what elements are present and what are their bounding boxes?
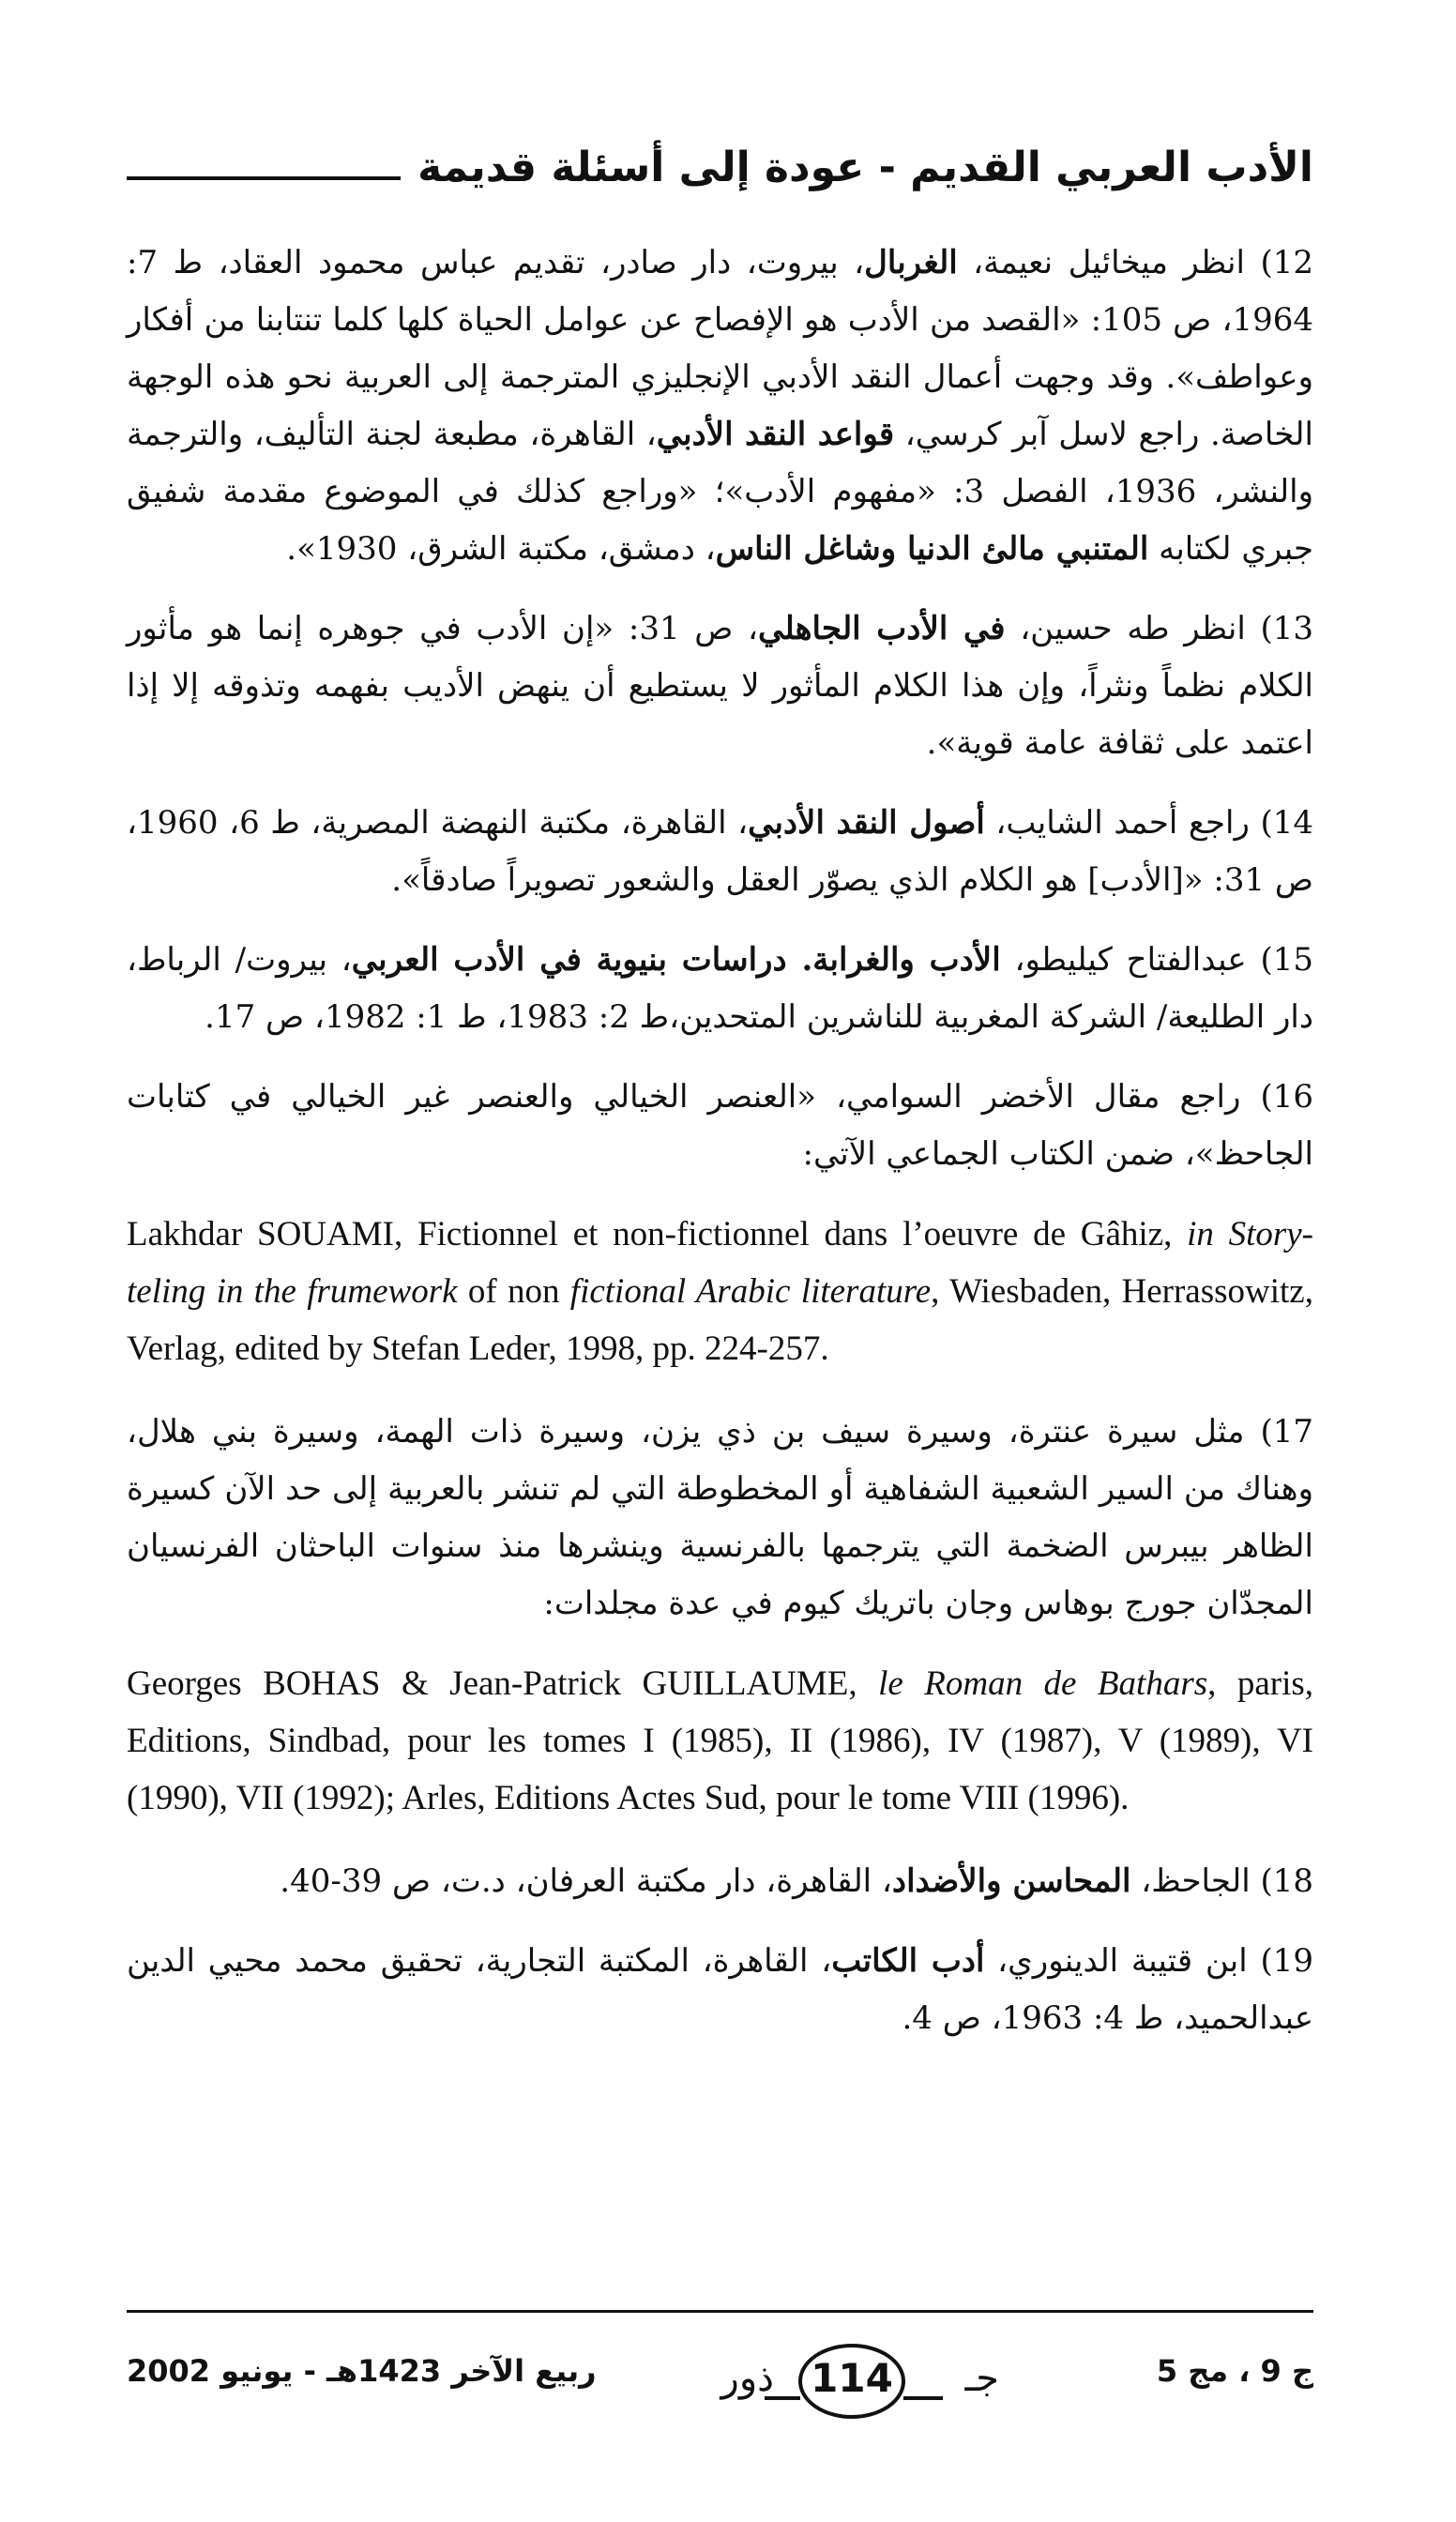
page-footer xyxy=(127,2336,1313,2439)
footnote-text: 18) الجاحظ، xyxy=(1130,1862,1313,1900)
running-header xyxy=(127,113,1313,197)
journal-logo xyxy=(633,2336,1027,2430)
footnote-text: 15) عبدالفتاح كيليطو، xyxy=(1000,941,1313,979)
italic-title: in Story-teling in the frumework xyxy=(127,1215,1314,1311)
book-title: الغربال xyxy=(864,244,958,281)
footnote-text: ، بيروت، دار صادر، تقديم عباس محمود العقاد، ط 7: 1964، ص 105: «القصد من الأدب هو الإفصاح عن عوامل الحياة كلها كلما تنتابنا من أفكار وعواطف». وقد وجهت أعمال النقد الأدبي الإنجليزي المترجمة إلى العربية نحو هذه الوجهة الخاصة. راجع لاسل آبر كرسي، xyxy=(127,244,1313,453)
book-title: المتنبي مالئ الدنيا وشاغل الناس xyxy=(715,530,1149,568)
citation-text: of non xyxy=(457,1272,570,1311)
footnote-14 xyxy=(127,795,1313,909)
footnotes-group-a xyxy=(127,235,1313,1183)
footnotes-group-c xyxy=(127,1853,1313,2047)
footnote-13 xyxy=(127,600,1313,772)
book-title: الأدب والغرابة. دراسات بنيوية في الأدب العربي xyxy=(351,941,1001,979)
footnote-19 xyxy=(127,1933,1313,2047)
book-title: قواعد النقد الأدبي xyxy=(656,416,895,453)
book-title: المحاسن والأضداد xyxy=(891,1862,1131,1900)
footnote-text: 19) ابن قتيبة الدينوري، xyxy=(984,1942,1313,1980)
footnote-text: 13) انظر طه حسين، xyxy=(1005,610,1314,647)
journal-name-left: ذور xyxy=(720,2357,774,2400)
latin-citation-16 xyxy=(127,1206,1313,1377)
footnote-16 xyxy=(127,1069,1313,1183)
footnote-text: ، القاهرة، مطبعة لجنة التأليف، والترجمة والنشر، 1936، الفصل 3: «مفهوم الأدب»؛ «وراجع كذلك في الموضوع مقدمة شفيق جبري لكتابه xyxy=(127,416,1313,568)
footer-date: ربيع الآخر 1423هـ - يونيو 2002 xyxy=(127,2353,597,2389)
citation-text: , Wiesbaden, Herrassowitz, Verlag, edited by Stefan Leder, 1998, pp. 224-257. xyxy=(127,1272,1313,1368)
footnote-15 xyxy=(127,932,1313,1046)
footnote-text: 17) مثل سيرة عنترة، وسيرة سيف بن ذي يزن، وسيرة ذات الهمة، وسيرة بني هلال، وهناك من السير الشعبية الشفاهية أو المخطوطة التي لم تنشر بالعربية إلى حد الآن كسيرة الظاهر بيبرس الضخمة التي يترجمها بالفرنسية وينشرها منذ سنوات الباحثان الفرنسيان المجدّان جورج بوهاس وجان باتريك كيوم في عدة مجلدات: xyxy=(127,1413,1313,1622)
citation-text: Georges BOHAS & Jean-Patrick GUILLAUME, xyxy=(127,1664,879,1703)
footnote-text: 16) راجع مقال الأخضر السوامي، «العنصر الخيالي والعنصر غير الخيالي في كتابات الجاحظ»، ضمن الكتاب الجماعي الآتي: xyxy=(127,1078,1313,1173)
book-title: في الأدب الجاهلي xyxy=(757,610,1006,647)
footnote-12 xyxy=(127,235,1313,578)
footnote-text: 14) راجع أحمد الشايب، xyxy=(984,804,1313,842)
latin-citation-17 xyxy=(127,1655,1313,1827)
footnote-text: ، ص 31: «إن الأدب في جوهره إنما هو مأثور الكلام نظماً ونثراً، وإن هذا الكلام المأثور لا يستطيع أن ينهض الأديب بفهمه وتذوقه إلا إذا اعتمد على ثقافة عامة قوية». xyxy=(127,610,1313,762)
header-rule xyxy=(127,176,401,180)
footnotes-group-b xyxy=(127,1404,1313,1633)
footnote-18 xyxy=(127,1853,1313,1910)
footnote-text: ، القاهرة، مكتبة النهضة المصرية، ط 6، 1960، ص 31: «[الأدب] هو الكلام الذي يصوّر العقل والشعور تصويراً صادقاً». xyxy=(127,804,1313,899)
page-number: 114 xyxy=(811,2355,893,2401)
footnote-text: ، بيروت/ الرباط، دار الطليعة/ الشركة المغربية للناشرين المتحدين،ط 2: 1983، ط 1: 1982، ص 17. xyxy=(127,941,1313,1036)
italic-title: fictional Arabic literature xyxy=(569,1272,932,1311)
footnotes-body xyxy=(127,235,1313,2070)
footnote-text: ، دمشق، مكتبة الشرق، 1930». xyxy=(286,530,716,568)
journal-name-right: جـ xyxy=(964,2357,999,2400)
book-title: أدب الكاتب xyxy=(831,1942,985,1980)
citation-text: Lakhdar SOUAMI, Fictionnel et non-fictionnel dans l’oeuvre de Gâhiz, xyxy=(127,1215,1188,1253)
footnote-17 xyxy=(127,1404,1313,1633)
citation-text: , paris, Editions, Sindbad, pour les tomes I (1985), II (1986), IV (1987), V (1989), VI (1990), VII (1992); Arles, Editions Actes Sud, pour le tome VIII (1996). xyxy=(127,1664,1314,1817)
book-title: أصول النقد الأدبي xyxy=(748,804,985,842)
footer-issue: ج 9 ، مج 5 xyxy=(1156,2353,1313,2389)
footnote-text: ، القاهرة، دار مكتبة العرفان، د.ت، ص 39-40. xyxy=(280,1862,892,1900)
footnote-text: 12) انظر ميخائيل نعيمة، xyxy=(957,244,1314,281)
footnote-text: ، القاهرة، المكتبة التجارية، تحقيق محمد محيي الدين عبدالحميد، ط 4: 1963، ص 4. xyxy=(127,1942,1313,2037)
italic-title: le Roman de Bathars xyxy=(878,1664,1208,1703)
footer-rule xyxy=(127,2310,1313,2313)
running-header-title: الأدب العربي القديم - عودة إلى أسئلة قديمة xyxy=(417,144,1313,191)
